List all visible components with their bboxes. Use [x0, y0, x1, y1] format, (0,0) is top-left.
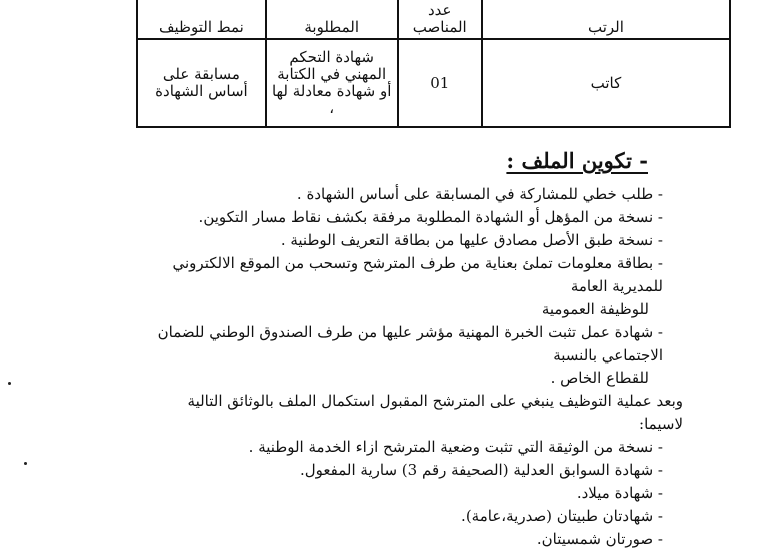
list-item-continuation: للقطاع الخاص . — [550, 369, 649, 387]
list-item: - شهادة ميلاد. — [576, 484, 663, 502]
file-requirements-list — [148, 183, 683, 551]
cell-mode: مسابقة على أساس الشهادة — [137, 39, 266, 127]
header-certificate: المطلوبة — [266, 0, 398, 39]
header-rank: الرتب — [482, 0, 730, 39]
list-item: - شهادتان طبيتان (صدرية،عامة). — [461, 507, 663, 525]
cell-count: 01 — [398, 39, 482, 127]
header-count: عدد المناصب — [398, 0, 482, 39]
list-item: - بطاقة معلومات تملئ بعناية من طرف المترشح وتسحب من الموقع الالكتروني للمديرية العامة — [172, 254, 663, 295]
after-hiring-note: وبعد عملية التوظيف ينبغي على المترشح المقبول استكمال الملف بالوثائق التالية لاسيما: — [187, 392, 683, 433]
list-item: - طلب خطي للمشاركة في المسابقة على أساس الشهادة . — [296, 185, 663, 203]
list-item: - نسخة من الوثيقة التي تثبت وضعية المترشح ازاء الخدمة الوطنية . — [248, 438, 663, 456]
list-item: - صورتان شمسيتان. — [536, 530, 663, 548]
list-item: - شهادة السوابق العدلية (الصحيفة رقم 3) سارية المفعول. — [300, 461, 663, 479]
cell-certificate: شهادة التحكم المهني في الكتابة أو شهادة معادلة لها ، — [266, 39, 398, 127]
list-item: - نسخة طبق الأصل مصادق عليها من بطاقة التعريف الوطنية . — [280, 231, 663, 249]
scan-speck — [24, 462, 27, 465]
header-mode: نمط التوظيف — [137, 0, 266, 39]
list-item: - شهادة عمل تثبت الخبرة المهنية مؤشر عليها من طرف الصندوق الوطني للضمان الاجتماعي بالنسبة — [157, 323, 663, 364]
scan-speck — [8, 382, 11, 385]
cell-rank: كاتب — [482, 39, 730, 127]
list-item-continuation: للوظيفة العمومية — [541, 300, 649, 318]
list-item: - نسخة من المؤهل أو الشهادة المطلوبة مرفقة بكشف نقاط مسار التكوين. — [198, 208, 663, 226]
table-header-row — [137, 0, 730, 39]
section-heading: - تكوين الملف : — [506, 148, 648, 173]
table-row — [137, 39, 730, 127]
positions-table — [136, 0, 731, 128]
